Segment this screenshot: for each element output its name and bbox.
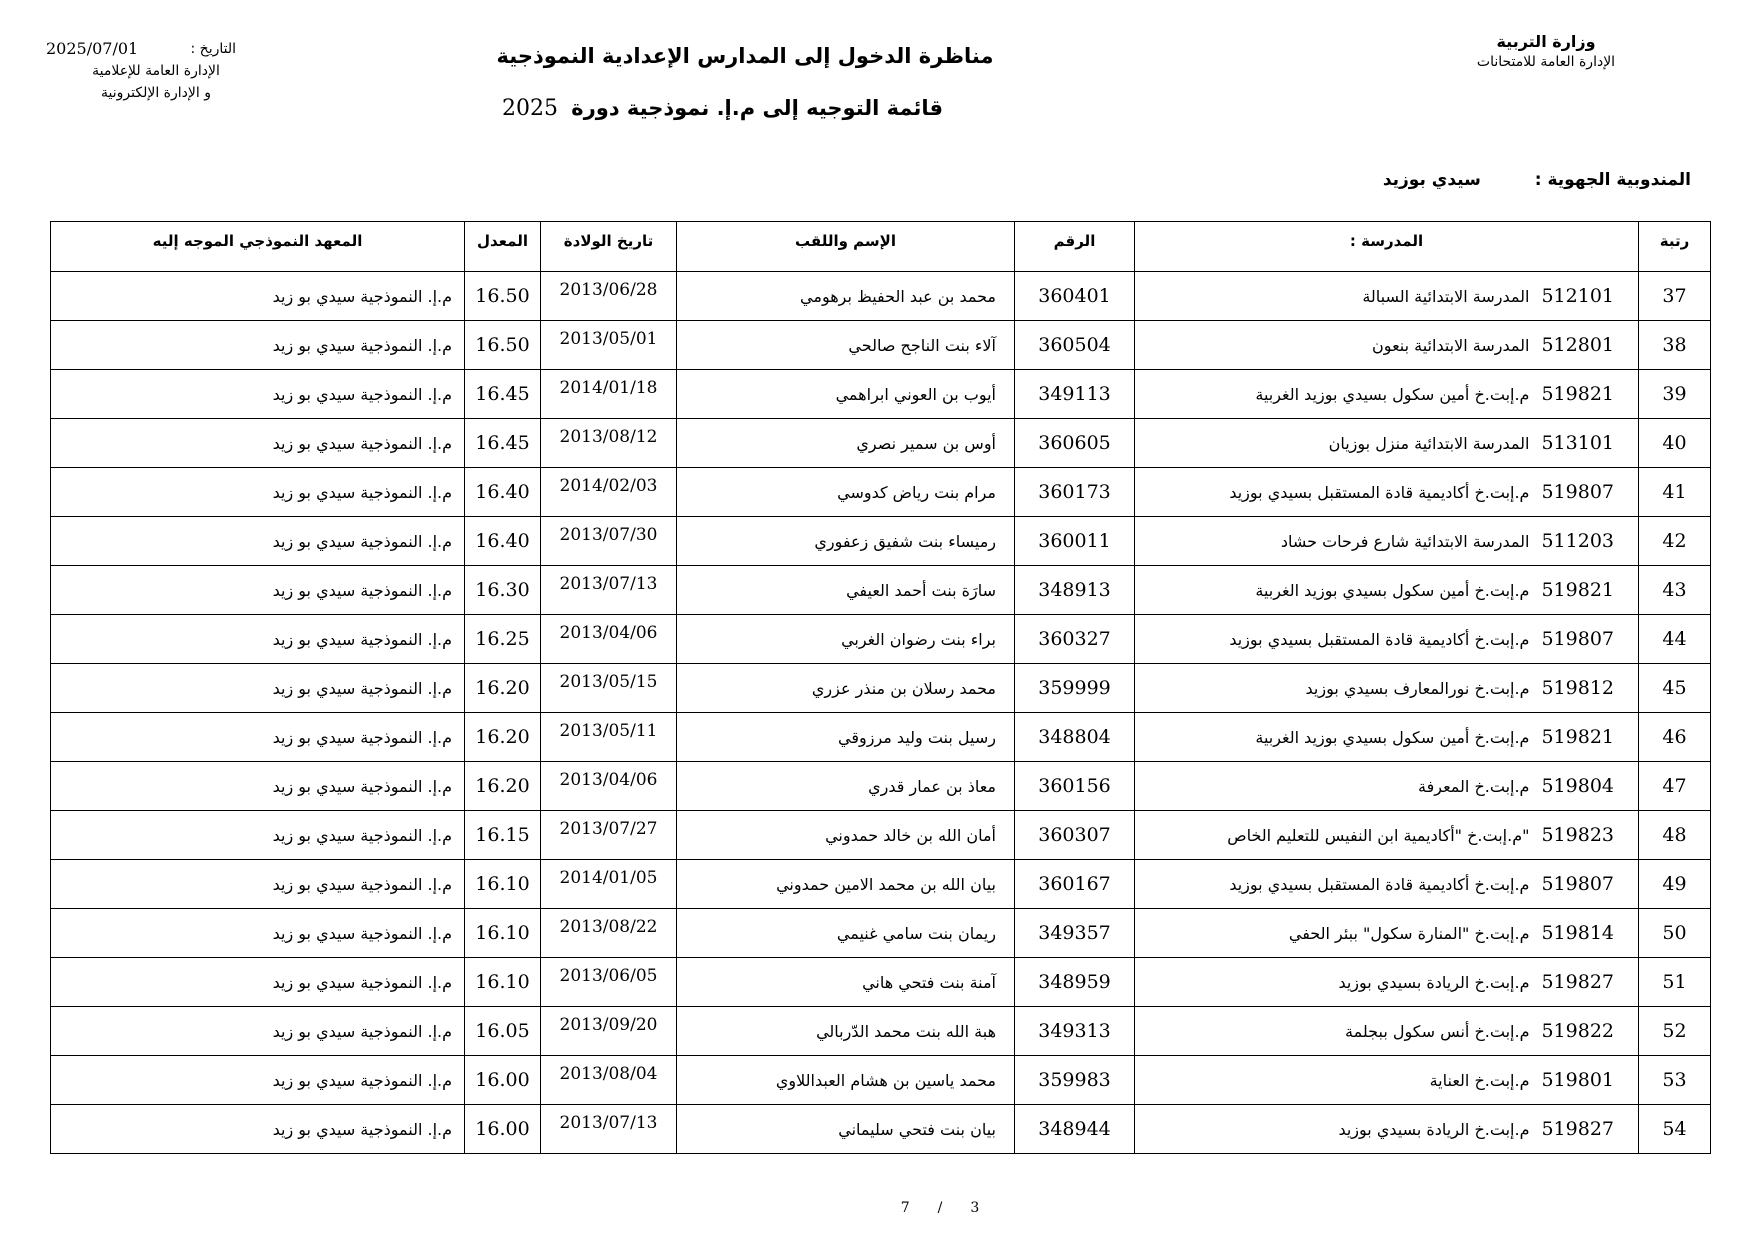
school-code: 519821 bbox=[1541, 726, 1614, 748]
page-total: 7 bbox=[900, 1200, 910, 1216]
school-name: م.إبت.خ أكاديمية قادة المستقبل بسيدي بوزيد bbox=[1229, 483, 1530, 502]
table-header-row bbox=[51, 222, 1711, 272]
cell-dob: 2013/05/15 bbox=[541, 664, 677, 713]
results-table bbox=[50, 221, 1711, 1154]
cell-dob: 2013/09/20 bbox=[541, 1007, 677, 1056]
cell-school bbox=[1135, 909, 1639, 958]
cell-rank: 51 bbox=[1639, 958, 1711, 1007]
cell-number: 360504 bbox=[1015, 321, 1135, 370]
cell-dob: 2013/07/13 bbox=[541, 1105, 677, 1154]
cell-institute: م.إ. النموذجية سيدي بو زيد bbox=[51, 664, 465, 713]
cell-name: بيان بنت فتحي سليماني bbox=[677, 1105, 1015, 1154]
cell-name: أمان الله بن خالد حمدوني bbox=[677, 811, 1015, 860]
cell-average: 16.25 bbox=[465, 615, 541, 664]
cell-school bbox=[1135, 713, 1639, 762]
school-code: 519812 bbox=[1541, 677, 1614, 699]
cell-dob: 2013/08/04 bbox=[541, 1056, 677, 1105]
cell-school bbox=[1135, 468, 1639, 517]
page-title: مناظرة الدخول إلى المدارس الإعدادية النموذجية bbox=[496, 44, 994, 68]
cell-name: آمنة بنت فتحي هاني bbox=[677, 958, 1015, 1007]
school-name: المدرسة الابتدائية بنعون bbox=[1372, 336, 1530, 355]
cell-school bbox=[1135, 1007, 1639, 1056]
cell-rank: 38 bbox=[1639, 321, 1711, 370]
cell-average: 16.10 bbox=[465, 860, 541, 909]
cell-institute: م.إ. النموذجية سيدي بو زيد bbox=[51, 419, 465, 468]
school-code: 519804 bbox=[1541, 775, 1614, 797]
cell-rank: 54 bbox=[1639, 1105, 1711, 1154]
cell-number: 360307 bbox=[1015, 811, 1135, 860]
col-header-institute: المعهد النموذجي الموجه إليه bbox=[51, 222, 465, 272]
table-row bbox=[51, 664, 1711, 713]
cell-school bbox=[1135, 958, 1639, 1007]
cell-number: 360327 bbox=[1015, 615, 1135, 664]
table-row bbox=[51, 566, 1711, 615]
school-code: 519801 bbox=[1541, 1069, 1614, 1091]
cell-number: 360401 bbox=[1015, 272, 1135, 321]
cell-institute: م.إ. النموذجية سيدي بو زيد bbox=[51, 909, 465, 958]
cell-name: رميساء بنت شفيق زعفوري bbox=[677, 517, 1015, 566]
col-header-average: المعدل bbox=[465, 222, 541, 272]
school-name: م.إبت.خ أنس سكول ببجلمة bbox=[1345, 1022, 1530, 1041]
cell-dob: 2013/07/13 bbox=[541, 566, 677, 615]
department-name: الإدارة العامة للامتحانات bbox=[1476, 54, 1616, 70]
cell-number: 349313 bbox=[1015, 1007, 1135, 1056]
school-code: 519822 bbox=[1541, 1020, 1614, 1042]
cell-number: 360605 bbox=[1015, 419, 1135, 468]
school-name: المدرسة الابتدائية السبالة bbox=[1362, 287, 1530, 306]
date-value: 2025/07/01 bbox=[46, 39, 139, 58]
cell-number: 360011 bbox=[1015, 517, 1135, 566]
cell-name: مرام بنت رياض كدوسي bbox=[677, 468, 1015, 517]
cell-school bbox=[1135, 860, 1639, 909]
cell-dob: 2013/05/11 bbox=[541, 713, 677, 762]
col-header-name: الإسم واللقب bbox=[677, 222, 1015, 272]
cell-name: أوس بن سمير نصري bbox=[677, 419, 1015, 468]
school-code: 511203 bbox=[1541, 530, 1614, 552]
cell-school bbox=[1135, 321, 1639, 370]
cell-rank: 40 bbox=[1639, 419, 1711, 468]
cell-dob: 2013/08/12 bbox=[541, 419, 677, 468]
cell-rank: 45 bbox=[1639, 664, 1711, 713]
table-row bbox=[51, 370, 1711, 419]
school-code: 512101 bbox=[1541, 285, 1614, 307]
school-name: م.إبت.خ أكاديمية قادة المستقبل بسيدي بوزيد bbox=[1229, 630, 1530, 649]
table-row bbox=[51, 321, 1711, 370]
cell-dob: 2013/06/28 bbox=[541, 272, 677, 321]
cell-name: محمد ياسين بن هشام العبداللاوي bbox=[677, 1056, 1015, 1105]
cell-name: هبة الله بنت محمد الدّربالي bbox=[677, 1007, 1015, 1056]
school-name: "م.إبت.خ "أكاديمية ابن النفيس للتعليم الخاص bbox=[1227, 826, 1530, 845]
school-name: م.إبت.خ العناية bbox=[1429, 1071, 1530, 1090]
col-header-number: الرقم bbox=[1015, 222, 1135, 272]
cell-name: محمد بن عبد الحفيظ برهومي bbox=[677, 272, 1015, 321]
cell-dob: 2013/04/06 bbox=[541, 762, 677, 811]
cell-institute: م.إ. النموذجية سيدي بو زيد bbox=[51, 713, 465, 762]
cell-institute: م.إ. النموذجية سيدي بو زيد bbox=[51, 615, 465, 664]
school-code: 512801 bbox=[1541, 334, 1614, 356]
table-row bbox=[51, 1056, 1711, 1105]
cell-average: 16.20 bbox=[465, 664, 541, 713]
cell-school bbox=[1135, 762, 1639, 811]
table-row bbox=[51, 517, 1711, 566]
cell-name: أيوب بن العوني ابراهمي bbox=[677, 370, 1015, 419]
cell-name: سارَة بنت أحمد العيفي bbox=[677, 566, 1015, 615]
cell-school bbox=[1135, 664, 1639, 713]
page-separator: / bbox=[937, 1200, 943, 1216]
cell-institute: م.إ. النموذجية سيدي بو زيد bbox=[51, 566, 465, 615]
cell-name: رسيل بنت وليد مرزوقي bbox=[677, 713, 1015, 762]
school-code: 513101 bbox=[1541, 432, 1614, 454]
table-row bbox=[51, 713, 1711, 762]
cell-institute: م.إ. النموذجية سيدي بو زيد bbox=[51, 370, 465, 419]
table-row bbox=[51, 811, 1711, 860]
cell-name: براء بنت رضوان الغربي bbox=[677, 615, 1015, 664]
cell-average: 16.45 bbox=[465, 370, 541, 419]
cell-school bbox=[1135, 517, 1639, 566]
table-row bbox=[51, 272, 1711, 321]
cell-number: 348913 bbox=[1015, 566, 1135, 615]
cell-name: معاذ بن عمار قدري bbox=[677, 762, 1015, 811]
cell-dob: 2013/06/05 bbox=[541, 958, 677, 1007]
cell-dob: 2013/07/30 bbox=[541, 517, 677, 566]
cell-number: 348804 bbox=[1015, 713, 1135, 762]
cell-institute: م.إ. النموذجية سيدي بو زيد bbox=[51, 517, 465, 566]
cell-rank: 50 bbox=[1639, 909, 1711, 958]
school-name: م.إبت.خ أكاديمية قادة المستقبل بسيدي بوزيد bbox=[1229, 875, 1530, 894]
ministry-name: وزارة التربية bbox=[1496, 32, 1596, 51]
cell-rank: 37 bbox=[1639, 272, 1711, 321]
school-code: 519823 bbox=[1541, 824, 1614, 846]
cell-institute: م.إ. النموذجية سيدي بو زيد bbox=[51, 762, 465, 811]
cell-dob: 2014/01/18 bbox=[541, 370, 677, 419]
cell-rank: 42 bbox=[1639, 517, 1711, 566]
school-name: م.إبت.خ "المنارة سكول" ببئر الحفي bbox=[1288, 924, 1530, 943]
cell-average: 16.05 bbox=[465, 1007, 541, 1056]
region-label: المندوبية الجهوية : bbox=[1534, 170, 1691, 190]
cell-name: بيان الله بن محمد الامين حمدوني bbox=[677, 860, 1015, 909]
cell-dob: 2013/04/06 bbox=[541, 615, 677, 664]
cell-dob: 2014/02/03 bbox=[541, 468, 677, 517]
org-line-2: و الإدارة الإلكترونية bbox=[101, 85, 211, 101]
table-row bbox=[51, 468, 1711, 517]
school-code: 519807 bbox=[1541, 628, 1614, 650]
school-name: م.إبت.خ الريادة بسيدي بوزيد bbox=[1338, 1120, 1530, 1139]
school-code: 519827 bbox=[1541, 1118, 1614, 1140]
cell-number: 349113 bbox=[1015, 370, 1135, 419]
table-row bbox=[51, 909, 1711, 958]
school-name: م.إبت.خ الريادة بسيدي بوزيد bbox=[1338, 973, 1530, 992]
cell-average: 16.45 bbox=[465, 419, 541, 468]
school-name: م.إبت.خ أمين سكول بسيدي بوزيد الغربية bbox=[1255, 728, 1530, 747]
cell-rank: 41 bbox=[1639, 468, 1711, 517]
cell-number: 348959 bbox=[1015, 958, 1135, 1007]
cell-school bbox=[1135, 615, 1639, 664]
school-code: 519821 bbox=[1541, 579, 1614, 601]
cell-school bbox=[1135, 370, 1639, 419]
cell-dob: 2013/08/22 bbox=[541, 909, 677, 958]
table-row bbox=[51, 615, 1711, 664]
cell-school bbox=[1135, 811, 1639, 860]
cell-rank: 44 bbox=[1639, 615, 1711, 664]
page-subtitle bbox=[0, 96, 1445, 121]
table-row bbox=[51, 1105, 1711, 1154]
cell-rank: 47 bbox=[1639, 762, 1711, 811]
table-row bbox=[51, 1007, 1711, 1056]
cell-institute: م.إ. النموذجية سيدي بو زيد bbox=[51, 1056, 465, 1105]
cell-rank: 43 bbox=[1639, 566, 1711, 615]
cell-dob: 2013/05/01 bbox=[541, 321, 677, 370]
table-row bbox=[51, 860, 1711, 909]
school-name: م.إبت.خ المعرفة bbox=[1418, 777, 1530, 796]
cell-school bbox=[1135, 1056, 1639, 1105]
cell-institute: م.إ. النموذجية سيدي بو زيد bbox=[51, 468, 465, 517]
cell-institute: م.إ. النموذجية سيدي بو زيد bbox=[51, 958, 465, 1007]
page-number bbox=[880, 1200, 1000, 1216]
col-header-school: المدرسة : bbox=[1135, 222, 1639, 272]
cell-dob: 2014/01/05 bbox=[541, 860, 677, 909]
cell-average: 16.10 bbox=[465, 909, 541, 958]
date-label: التاريخ : bbox=[190, 41, 236, 57]
cell-average: 16.00 bbox=[465, 1056, 541, 1105]
school-name: م.إبت.خ نورالمعارف بسيدي بوزيد bbox=[1305, 679, 1530, 698]
session-year: 2025 bbox=[501, 96, 558, 121]
cell-average: 16.50 bbox=[465, 321, 541, 370]
school-code: 519807 bbox=[1541, 481, 1614, 503]
cell-institute: م.إ. النموذجية سيدي بو زيد bbox=[51, 1007, 465, 1056]
table-row bbox=[51, 419, 1711, 468]
cell-average: 16.10 bbox=[465, 958, 541, 1007]
school-name: م.إبت.خ أمين سكول بسيدي بوزيد الغربية bbox=[1255, 385, 1530, 404]
cell-number: 360156 bbox=[1015, 762, 1135, 811]
org-line-1: الإدارة العامة للإعلامية bbox=[92, 63, 220, 79]
cell-rank: 53 bbox=[1639, 1056, 1711, 1105]
cell-rank: 46 bbox=[1639, 713, 1711, 762]
cell-number: 349357 bbox=[1015, 909, 1135, 958]
region-line bbox=[1383, 170, 1691, 190]
cell-rank: 39 bbox=[1639, 370, 1711, 419]
cell-institute: م.إ. النموذجية سيدي بو زيد bbox=[51, 1105, 465, 1154]
cell-dob: 2013/07/27 bbox=[541, 811, 677, 860]
school-name: المدرسة الابتدائية شارع فرحات حشاد bbox=[1280, 532, 1530, 551]
cell-name: ريمان بنت سامي غنيمي bbox=[677, 909, 1015, 958]
cell-institute: م.إ. النموذجية سيدي بو زيد bbox=[51, 860, 465, 909]
cell-number: 348944 bbox=[1015, 1105, 1135, 1154]
region-value: سيدي بوزيد bbox=[1382, 170, 1481, 190]
cell-average: 16.40 bbox=[465, 517, 541, 566]
cell-average: 16.15 bbox=[465, 811, 541, 860]
school-name: المدرسة الابتدائية منزل بوزيان bbox=[1328, 434, 1530, 453]
cell-average: 16.20 bbox=[465, 713, 541, 762]
cell-number: 360167 bbox=[1015, 860, 1135, 909]
cell-average: 16.00 bbox=[465, 1105, 541, 1154]
cell-number: 359983 bbox=[1015, 1056, 1135, 1105]
school-code: 519821 bbox=[1541, 383, 1614, 405]
school-code: 519814 bbox=[1541, 922, 1614, 944]
cell-school bbox=[1135, 272, 1639, 321]
cell-rank: 49 bbox=[1639, 860, 1711, 909]
cell-average: 16.20 bbox=[465, 762, 541, 811]
cell-institute: م.إ. النموذجية سيدي بو زيد bbox=[51, 321, 465, 370]
cell-rank: 48 bbox=[1639, 811, 1711, 860]
cell-school bbox=[1135, 419, 1639, 468]
subtitle-text: قائمة التوجيه إلى م.إ. نموذجية دورة bbox=[571, 96, 943, 120]
cell-average: 16.50 bbox=[465, 272, 541, 321]
page-current: 3 bbox=[970, 1200, 980, 1216]
school-code: 519827 bbox=[1541, 971, 1614, 993]
cell-name: محمد رسلان بن منذر عزري bbox=[677, 664, 1015, 713]
table-row bbox=[51, 958, 1711, 1007]
cell-rank: 52 bbox=[1639, 1007, 1711, 1056]
school-code: 519807 bbox=[1541, 873, 1614, 895]
school-name: م.إبت.خ أمين سكول بسيدي بوزيد الغربية bbox=[1255, 581, 1530, 600]
cell-institute: م.إ. النموذجية سيدي بو زيد bbox=[51, 811, 465, 860]
cell-average: 16.30 bbox=[465, 566, 541, 615]
col-header-rank: رتبة bbox=[1639, 222, 1711, 272]
col-header-dob: تاريخ الولادة bbox=[541, 222, 677, 272]
cell-school bbox=[1135, 1105, 1639, 1154]
table-row bbox=[51, 762, 1711, 811]
cell-school bbox=[1135, 566, 1639, 615]
cell-institute: م.إ. النموذجية سيدي بو زيد bbox=[51, 272, 465, 321]
cell-name: آلاء بنت الناجح صالحي bbox=[677, 321, 1015, 370]
cell-number: 359999 bbox=[1015, 664, 1135, 713]
cell-average: 16.40 bbox=[465, 468, 541, 517]
cell-number: 360173 bbox=[1015, 468, 1135, 517]
